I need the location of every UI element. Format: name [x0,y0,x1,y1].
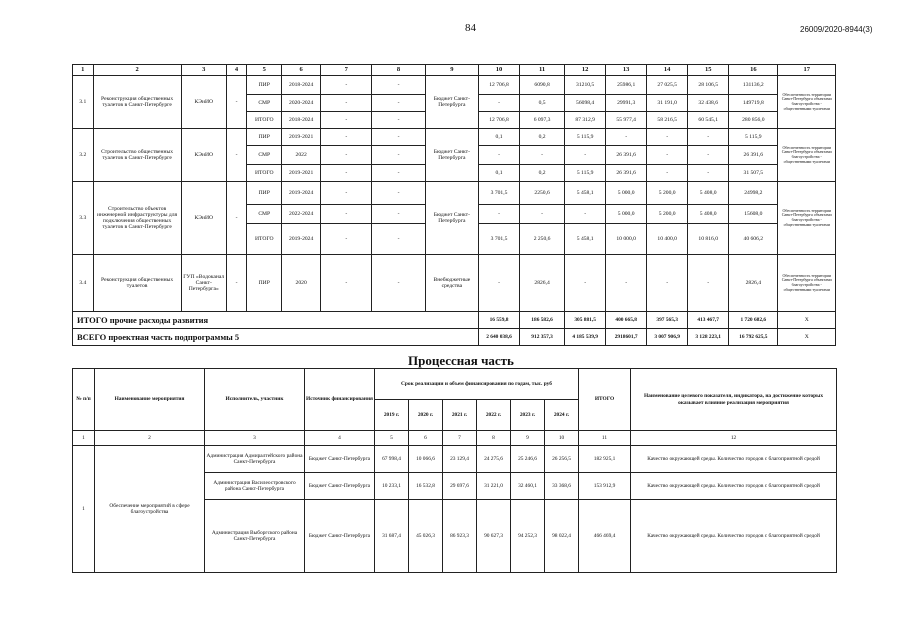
col-no: № п/п [73,369,95,431]
column-number: 2 [95,431,205,446]
value-cell: 5 408,0 [688,182,729,205]
value-cell: 40 606,2 [729,224,778,255]
row-number: 1 [73,446,95,573]
header-row [73,369,837,400]
value-cell: 31 687,4 [375,500,409,573]
section-title: Процессная часть [408,353,514,368]
row-number: 3.2 [73,129,94,182]
table-cell: - [226,129,247,182]
value-cell: 25986,1 [606,76,647,95]
col-year: 2024 г. [545,400,579,431]
goal-indicator: Обеспеченность территории Санкт-Петербурга объектами благоустройства - общественными туалетами [778,129,836,182]
row34-name: Реконструкция общественных туалетов [93,255,181,312]
value-cell: 16 532,8 [409,473,443,500]
total-value: 3 007 906,9 [647,329,688,346]
goal-indicator: Обеспеченность территории Санкт-Петербурга объектами благоустройства - общественными туалетами [778,182,836,255]
column-number: 8 [477,431,511,446]
value-cell: 0,5 [520,95,565,112]
column-number: 6 [282,65,321,76]
total-value: 16 559,8 [479,312,520,329]
value-cell: 87 312,9 [565,112,606,129]
col-name: Наименование мероприятия [95,369,205,431]
table-row [73,76,836,95]
years: 2019-2024 [282,224,321,255]
value-cell: - [565,205,606,224]
col-year: 2019 г. [375,400,409,431]
work-type: СМР [247,95,282,112]
value-cell: 5 458,1 [565,224,606,255]
column-number: 16 [729,65,778,76]
goal-indicator: Обеспеченность территории Санкт-Петербурга объектами благоустройства - общественными туалетами [778,255,836,312]
value-cell: 6 097,3 [520,112,565,129]
table-cell: - [372,165,425,182]
table-row [73,446,837,473]
total-value: 2 640 038,6 [479,329,520,346]
value-cell: 131136,2 [729,76,778,95]
executor: КЭиИО [181,129,226,182]
measure-name: Строительство объектов инженерной инфраструктуры для подключения общественных туалетов в Санкт-Петербурге [93,182,181,255]
goal-indicator: Качество окружающей среды. Количество городов с благоприятной средой [631,473,837,500]
value-cell: - [606,255,647,312]
column-number: 11 [579,431,631,446]
row34-type: ПИР [247,255,282,312]
table-cell: - [321,112,372,129]
value-cell: 5 200,0 [647,182,688,205]
column-number: 3 [205,431,305,446]
column-number: 11 [520,65,565,76]
value-cell: 27 025,5 [647,76,688,95]
header-row [73,65,836,76]
funding-source: Бюджет Санкт-Петербурга [305,500,375,573]
value-cell: 2 250,6 [520,224,565,255]
work-type: ИТОГО [247,224,282,255]
project-table [72,64,836,346]
row-number: 3.1 [73,76,94,129]
value-cell: 25 246,6 [511,446,545,473]
value-cell: 6090,8 [520,76,565,95]
value-cell: 55 977,4 [606,112,647,129]
total-value: 4 185 539,9 [565,329,606,346]
table-row [73,255,836,312]
total-value: 2918601,7 [606,329,647,346]
value-cell: 280 856,0 [729,112,778,129]
row34-years: 2020 [282,255,321,312]
value-cell: 58 216,5 [647,112,688,129]
work-type: СМР [247,146,282,165]
work-type: ИТОГО [247,165,282,182]
value-cell: 0,1 [479,129,520,146]
row34-exec: ГУП «Водоканал Санкт-Петербурга» [181,255,226,312]
total-value: 3 128 223,1 [688,329,729,346]
column-number: 5 [375,431,409,446]
column-number: 1 [73,65,94,76]
value-cell: 10 066,6 [409,446,443,473]
value-cell: 94 252,3 [511,500,545,573]
value-cell: 67 998,4 [375,446,409,473]
value-cell: 28 106,5 [688,76,729,95]
column-number: 15 [688,65,729,76]
value-cell: - [606,129,647,146]
value-cell: 5 458,1 [565,182,606,205]
value-cell: 31 221,0 [477,473,511,500]
value-cell: - [520,205,565,224]
total-value: 912 357,3 [520,329,565,346]
total-x: X [778,329,836,346]
years: 2019-2024 [282,182,321,205]
value-cell: 98 022,4 [545,500,579,573]
table-cell: - [372,146,425,165]
measure-name: Строительство общественных туалетов в Санкт-Петербурге [93,129,181,182]
value-cell: - [565,255,606,312]
column-number: 1 [73,431,95,446]
col-year: 2020 г. [409,400,443,431]
column-number: 9 [511,431,545,446]
row-number: 3.3 [73,182,94,255]
work-type: ПИР [247,129,282,146]
value-cell: 26 391,6 [729,146,778,165]
value-cell: 26 391,6 [606,165,647,182]
column-number: 5 [247,65,282,76]
column-number: 4 [226,65,247,76]
column-number: 14 [647,65,688,76]
table-cell: - [321,129,372,146]
value-cell: 2250,6 [520,182,565,205]
row34-no: 3.4 [73,255,94,312]
column-numbers-row [73,431,837,446]
table-cell: - [372,112,425,129]
value-cell: 5 200,0 [647,205,688,224]
value-cell: - [688,165,729,182]
value-cell: - [479,95,520,112]
value-cell: 12 706,8 [479,112,520,129]
value-cell: 2826,4 [729,255,778,312]
value-cell: 45 026,3 [409,500,443,573]
col-period: Срок реализации и объем финансирования по годам, тыс. руб [375,369,579,400]
value-cell: 24998,2 [729,182,778,205]
value-cell: 149719,8 [729,95,778,112]
value-cell: 0,2 [520,129,565,146]
value-cell: 5 115,9 [729,129,778,146]
funding-source: Бюджет Санкт-Петербурга [425,76,478,129]
table-cell: - [321,165,372,182]
column-number: 17 [778,65,836,76]
value-cell: 12 706,8 [479,76,520,95]
value-cell: 86 923,3 [443,500,477,573]
executor: Администрация Адмиралтейского района Санкт-Петербурга [205,446,305,473]
value-cell: 5 000,0 [606,205,647,224]
column-number: 12 [631,431,837,446]
total-all-row [73,329,836,346]
value-cell: - [479,205,520,224]
years: 2022 [282,146,321,165]
col-year: 2023 г. [511,400,545,431]
value-cell: 10 000,0 [606,224,647,255]
col-year: 2022 г. [477,400,511,431]
value-cell: 15608,0 [729,205,778,224]
col-source: Источник финансирования [305,369,375,431]
table-cell: - [321,95,372,112]
value-cell: 90 627,3 [477,500,511,573]
value-cell: 466 469,4 [579,500,631,573]
executor: КЭиИО [181,182,226,255]
process-table [72,368,837,573]
work-type: ПИР [247,76,282,95]
total-value: 413 467,7 [688,312,729,329]
column-number: 4 [305,431,375,446]
years: 2018-2024 [282,76,321,95]
table-cell: - [372,129,425,146]
value-cell: 10 816,0 [688,224,729,255]
value-cell: - [565,146,606,165]
years: 2018-2024 [282,112,321,129]
value-cell: 33 368,6 [545,473,579,500]
table-cell: - [321,146,372,165]
table-row [73,182,836,205]
total-value: 1 720 682,6 [729,312,778,329]
value-cell: 153 912,9 [579,473,631,500]
value-cell: 32 460,1 [511,473,545,500]
goal-indicator: Качество окружающей среды. Количество городов с благоприятной средой [631,500,837,573]
column-number: 8 [372,65,425,76]
value-cell: 2826,4 [520,255,565,312]
total-value: 397 565,3 [647,312,688,329]
column-number: 9 [425,65,478,76]
column-number: 10 [545,431,579,446]
value-cell: - [479,255,520,312]
value-cell: 3 701,5 [479,224,520,255]
table-cell: - [372,95,425,112]
table-cell: - [321,182,372,205]
row34-c8: - [372,255,425,312]
work-type: СМР [247,205,282,224]
funding-source: Бюджет Санкт-Петербурга [305,473,375,500]
total-x: X [778,312,836,329]
funding-source: Бюджет Санкт-Петербурга [305,446,375,473]
value-cell: 29991,3 [606,95,647,112]
value-cell: 5 115,9 [565,165,606,182]
col-executor: Исполнитель, участник [205,369,305,431]
years: 2022-2024 [282,205,321,224]
value-cell: 182 925,1 [579,446,631,473]
measure-name: Обеспечение мероприятий в сфере благоустройства [95,446,205,573]
value-cell: 5 408,0 [688,205,729,224]
value-cell: - [647,255,688,312]
column-number: 10 [479,65,520,76]
years: 2020-2024 [282,95,321,112]
value-cell: - [647,146,688,165]
years: 2019-2021 [282,129,321,146]
total-value: 305 881,5 [565,312,606,329]
page-number: 84 [465,22,476,34]
value-cell: - [688,255,729,312]
table-cell: - [226,76,247,129]
total-value: 400 665,8 [606,312,647,329]
value-cell: - [688,129,729,146]
column-number: 12 [565,65,606,76]
value-cell: 5 115,9 [565,129,606,146]
col-goal: Наименование целевого показателя, индикатора, на достижение которых оказывает влияние реализация мероприятия [631,369,837,431]
value-cell: 26 256,5 [545,446,579,473]
value-cell: 29 697,6 [443,473,477,500]
measure-name: Реконструкция общественных туалетов в Санкт-Петербурге [93,76,181,129]
table-cell: - [321,76,372,95]
value-cell: - [647,165,688,182]
row34-src: Внебюджетные средства [425,255,478,312]
column-number: 13 [606,65,647,76]
value-cell: 31210,5 [565,76,606,95]
total-label: ВСЕГО проектная часть подпрограммы 5 [73,329,479,346]
column-number: 2 [93,65,181,76]
work-type: ИТОГО [247,112,282,129]
table-cell: - [372,224,425,255]
column-number: 6 [409,431,443,446]
row34-c7: - [321,255,372,312]
value-cell: 0,1 [479,165,520,182]
value-cell: - [520,146,565,165]
value-cell: 26 391,6 [606,146,647,165]
col-year: 2021 г. [443,400,477,431]
value-cell: 31 191,0 [647,95,688,112]
funding-source: Бюджет Санкт-Петербурга [425,182,478,255]
column-number: 3 [181,65,226,76]
table-cell: - [321,224,372,255]
column-number: 7 [321,65,372,76]
years: 2019-2021 [282,165,321,182]
value-cell: 24 275,6 [477,446,511,473]
total-label: ИТОГО прочие расходы развития [73,312,479,329]
row34-dash: - [226,255,247,312]
value-cell: 5 000,0 [606,182,647,205]
goal-indicator: Качество окружающей среды. Количество городов с благоприятной средой [631,446,837,473]
value-cell: - [647,129,688,146]
col-total: ИТОГО [579,369,631,431]
total-other-row [73,312,836,329]
total-value: 16 792 625,5 [729,329,778,346]
document-code: 26009/2020-8944(3) [800,25,873,34]
executor: Администрация Выборгского района Санкт-Петербурга [205,500,305,573]
value-cell: - [688,146,729,165]
value-cell: 60 545,1 [688,112,729,129]
column-number: 7 [443,431,477,446]
executor: КЭиИО [181,76,226,129]
total-value: 186 582,6 [520,312,565,329]
funding-source: Бюджет Санкт-Петербурга [425,129,478,182]
value-cell: 31 507,5 [729,165,778,182]
value-cell: 23 129,4 [443,446,477,473]
table-cell: - [226,182,247,255]
table-row [73,129,836,146]
table-cell: - [321,205,372,224]
value-cell: 10 233,1 [375,473,409,500]
table-cell: - [372,76,425,95]
value-cell: 56098,4 [565,95,606,112]
goal-indicator: Обеспеченность территории Санкт-Петербурга объектами благоустройства - общественными туалетами [778,76,836,129]
executor: Администрация Василеостровского района Санкт-Петербурга [205,473,305,500]
value-cell: 0,2 [520,165,565,182]
table-cell: - [372,182,425,205]
work-type: ПИР [247,182,282,205]
value-cell: - [479,146,520,165]
value-cell: 10 400,0 [647,224,688,255]
table-cell: - [372,205,425,224]
value-cell: 3 701,5 [479,182,520,205]
value-cell: 32 438,6 [688,95,729,112]
